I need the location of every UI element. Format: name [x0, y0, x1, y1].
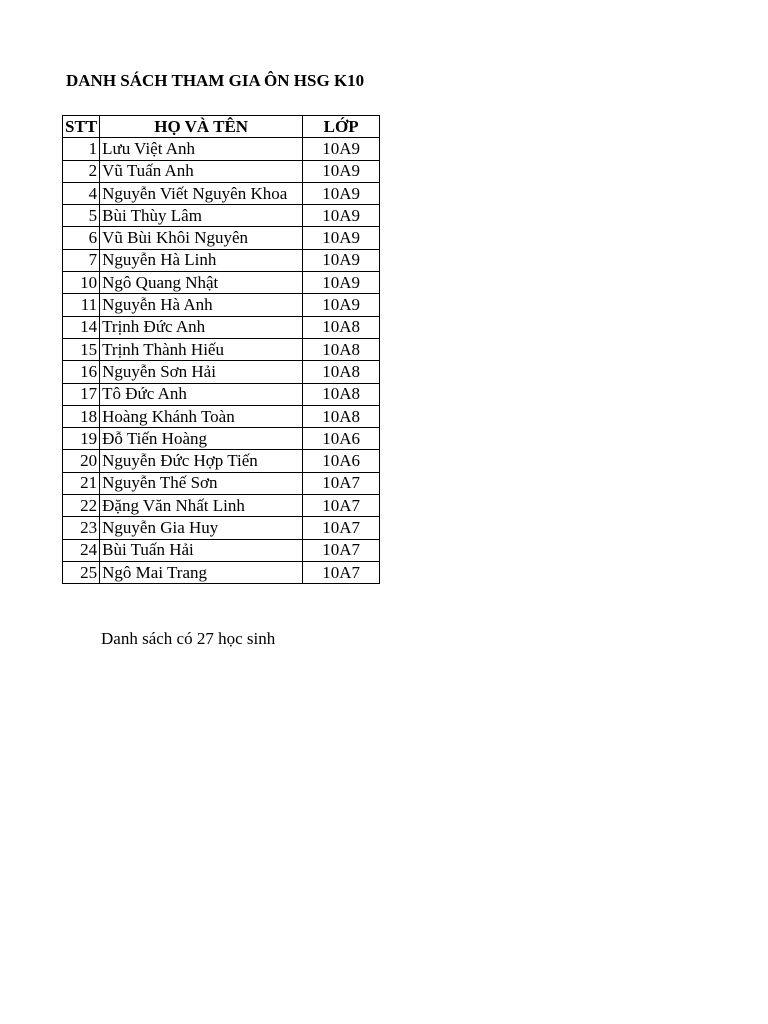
table-row — [63, 249, 380, 271]
cell-name: Vũ Bùi Khôi Nguyên — [100, 227, 303, 249]
table-header-row — [63, 116, 380, 138]
cell-stt: 6 — [63, 227, 100, 249]
cell-name: Tô Đức Anh — [100, 383, 303, 405]
cell-class: 10A7 — [303, 495, 380, 517]
page-title: DANH SÁCH THAM GIA ÔN HSG K10 — [66, 71, 365, 90]
cell-name: Ngô Quang Nhật — [100, 272, 303, 294]
cell-name: Lưu Việt Anh — [100, 138, 303, 160]
table-body — [63, 138, 380, 584]
cell-stt: 1 — [63, 138, 100, 160]
table-row — [63, 338, 380, 360]
table-row — [63, 227, 380, 249]
cell-class: 10A9 — [303, 205, 380, 227]
cell-stt: 15 — [63, 338, 100, 360]
cell-stt: 25 — [63, 561, 100, 583]
cell-class: 10A9 — [303, 272, 380, 294]
table-row — [63, 316, 380, 338]
cell-stt: 17 — [63, 383, 100, 405]
cell-class: 10A9 — [303, 182, 380, 204]
cell-name: Vũ Tuấn Anh — [100, 160, 303, 182]
table-row — [63, 182, 380, 204]
table-row — [63, 428, 380, 450]
table-row — [63, 160, 380, 182]
cell-class: 10A7 — [303, 561, 380, 583]
cell-name: Trịnh Thành Hiếu — [100, 338, 303, 360]
cell-name: Nguyễn Sơn Hải — [100, 361, 303, 383]
cell-class: 10A9 — [303, 227, 380, 249]
cell-stt: 4 — [63, 182, 100, 204]
cell-class: 10A8 — [303, 383, 380, 405]
cell-stt: 10 — [63, 272, 100, 294]
cell-stt: 22 — [63, 495, 100, 517]
header-stt: STT — [63, 116, 100, 138]
cell-name: Nguyễn Hà Linh — [100, 249, 303, 271]
table-row — [63, 361, 380, 383]
cell-stt: 20 — [63, 450, 100, 472]
cell-stt: 16 — [63, 361, 100, 383]
cell-name: Ngô Mai Trang — [100, 561, 303, 583]
cell-stt: 18 — [63, 405, 100, 427]
table-row — [63, 138, 380, 160]
cell-stt: 23 — [63, 517, 100, 539]
cell-stt: 2 — [63, 160, 100, 182]
cell-class: 10A8 — [303, 361, 380, 383]
cell-name: Bùi Tuấn Hải — [100, 539, 303, 561]
cell-class: 10A7 — [303, 472, 380, 494]
table-row — [63, 517, 380, 539]
cell-name: Đỗ Tiến Hoàng — [100, 428, 303, 450]
cell-stt: 14 — [63, 316, 100, 338]
cell-stt: 21 — [63, 472, 100, 494]
cell-class: 10A8 — [303, 338, 380, 360]
cell-name: Trịnh Đức Anh — [100, 316, 303, 338]
cell-class: 10A9 — [303, 249, 380, 271]
table-row — [63, 205, 380, 227]
cell-stt: 11 — [63, 294, 100, 316]
table-row — [63, 294, 380, 316]
footer-note: Danh sách có 27 học sinh — [101, 629, 276, 648]
cell-stt: 24 — [63, 539, 100, 561]
table-row — [63, 405, 380, 427]
cell-name: Nguyễn Đức Hợp Tiến — [100, 450, 303, 472]
cell-name: Đặng Văn Nhất Linh — [100, 495, 303, 517]
cell-class: 10A7 — [303, 517, 380, 539]
cell-name: Nguyễn Viết Nguyên Khoa — [100, 182, 303, 204]
header-class: LỚP — [303, 116, 380, 138]
table-row — [63, 495, 380, 517]
cell-class: 10A9 — [303, 160, 380, 182]
cell-name: Hoàng Khánh Toàn — [100, 405, 303, 427]
cell-class: 10A6 — [303, 428, 380, 450]
cell-name: Nguyễn Hà Anh — [100, 294, 303, 316]
cell-name: Nguyễn Thế Sơn — [100, 472, 303, 494]
table-row — [63, 450, 380, 472]
cell-class: 10A9 — [303, 294, 380, 316]
cell-name: Nguyễn Gia Huy — [100, 517, 303, 539]
cell-class: 10A7 — [303, 539, 380, 561]
student-table — [62, 115, 380, 584]
cell-name: Bùi Thùy Lâm — [100, 205, 303, 227]
table-row — [63, 561, 380, 583]
cell-stt: 7 — [63, 249, 100, 271]
table-row — [63, 472, 380, 494]
table-row — [63, 383, 380, 405]
cell-stt: 19 — [63, 428, 100, 450]
cell-class: 10A8 — [303, 316, 380, 338]
cell-class: 10A8 — [303, 405, 380, 427]
cell-stt: 5 — [63, 205, 100, 227]
table-row — [63, 272, 380, 294]
header-name: HỌ VÀ TÊN — [100, 116, 303, 138]
cell-class: 10A6 — [303, 450, 380, 472]
cell-class: 10A9 — [303, 138, 380, 160]
table-row — [63, 539, 380, 561]
